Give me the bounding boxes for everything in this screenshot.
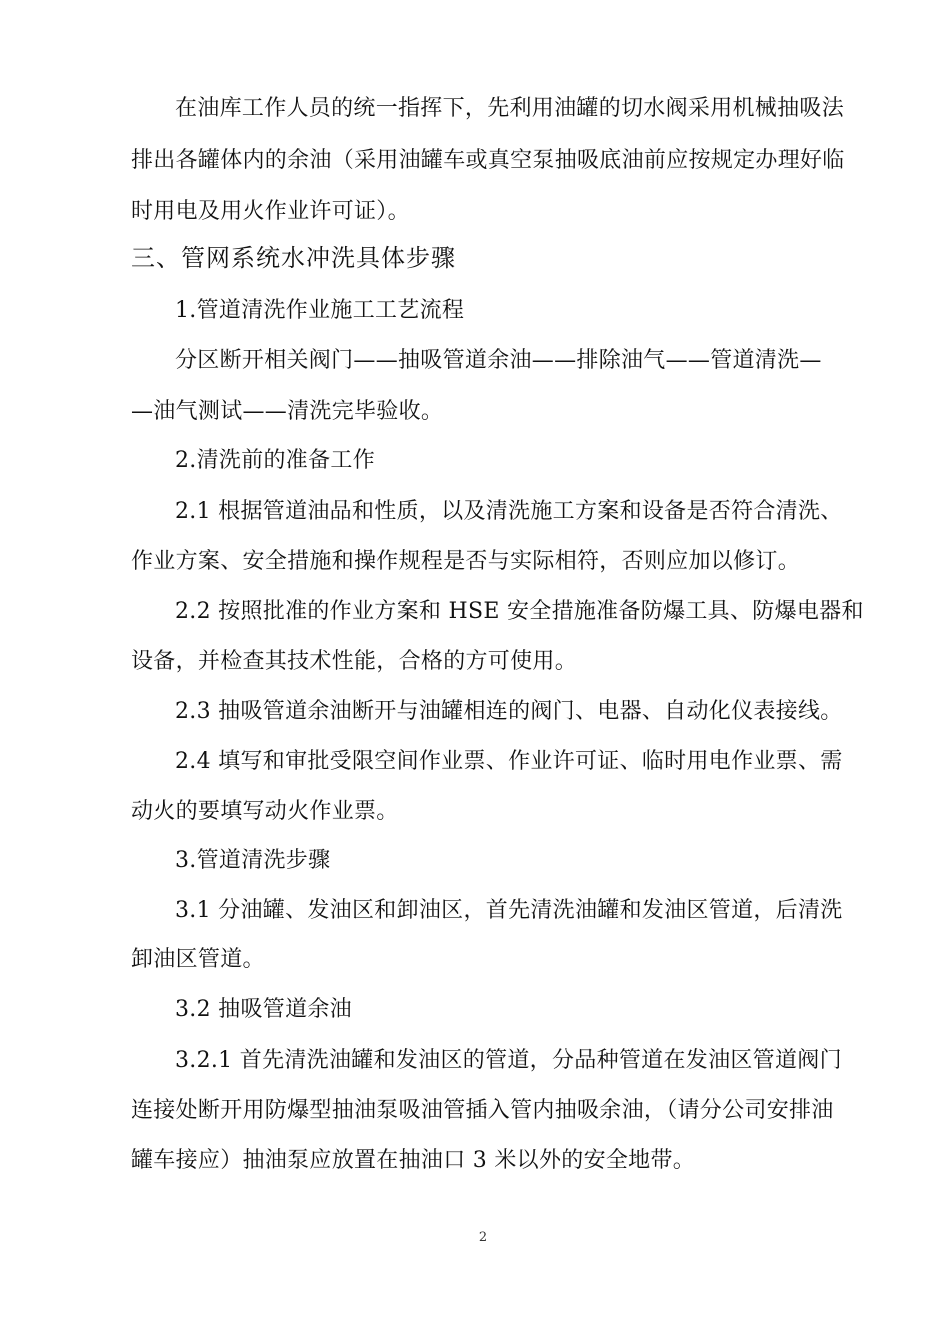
body-line-2: 排出各罐体内的余油（采用油罐车或真空泵抽吸底油前应按规定办理好临 xyxy=(131,148,845,173)
body-line-20: 3.2.1 首先清洗油罐和发油区的管道，分品种管道在发油区管道阀门 xyxy=(175,1048,842,1073)
section-heading: 三、管网系统水冲洗具体步骤 xyxy=(131,244,456,272)
body-line-9: 2.1 根据管道油品和性质，以及清洗施工方案和设备是否符合清洗、 xyxy=(175,499,843,524)
body-line-6: 分区断开相关阀门——抽吸管道余油——排除油气——管道清洗— xyxy=(175,348,822,373)
body-line-13: 2.3 抽吸管道余油断开与油罐相连的阀门、电器、自动化仪表接线。 xyxy=(175,699,843,724)
body-line-10: 作业方案、安全措施和操作规程是否与实际相符，否则应加以修订。 xyxy=(131,549,801,574)
body-line-22: 罐车接应）抽油泵应放置在抽油口 3 米以外的安全地带。 xyxy=(131,1148,696,1173)
body-line-17: 3.1 分油罐、发油区和卸油区，首先清洗油罐和发油区管道，后清洗 xyxy=(175,898,843,923)
body-line-14: 2.4 填写和审批受限空间作业票、作业许可证、临时用电作业票、需 xyxy=(175,749,843,774)
body-line-7: —油气测试——清洗完毕验收。 xyxy=(131,399,444,424)
subheading-1: 1.管道清洗作业施工工艺流程 xyxy=(175,298,465,323)
body-line-3: 时用电及用火作业许可证）。 xyxy=(131,199,410,224)
body-line-12: 设备，并检查其技术性能，合格的方可使用。 xyxy=(131,649,578,674)
subheading-2: 2.清洗前的准备工作 xyxy=(175,448,375,473)
body-line-21: 连接处断开用防爆型抽油泵吸油管插入管内抽吸余油，（请分公司安排油 xyxy=(131,1098,834,1123)
body-line-11: 2.2 按照批准的作业方案和 HSE 安全措施准备防爆工具、防爆电器和 xyxy=(175,599,864,624)
body-line-18: 卸油区管道。 xyxy=(131,947,265,972)
subheading-4: 3.2 抽吸管道余油 xyxy=(175,997,352,1022)
body-line-1: 在油库工作人员的统一指挥下，先利用油罐的切水阀采用机械抽吸法 xyxy=(175,96,845,121)
subheading-3: 3.管道清洗步骤 xyxy=(175,848,331,873)
page-number: 2 xyxy=(478,1230,488,1245)
body-line-15: 动火的要填写动火作业票。 xyxy=(131,799,399,824)
